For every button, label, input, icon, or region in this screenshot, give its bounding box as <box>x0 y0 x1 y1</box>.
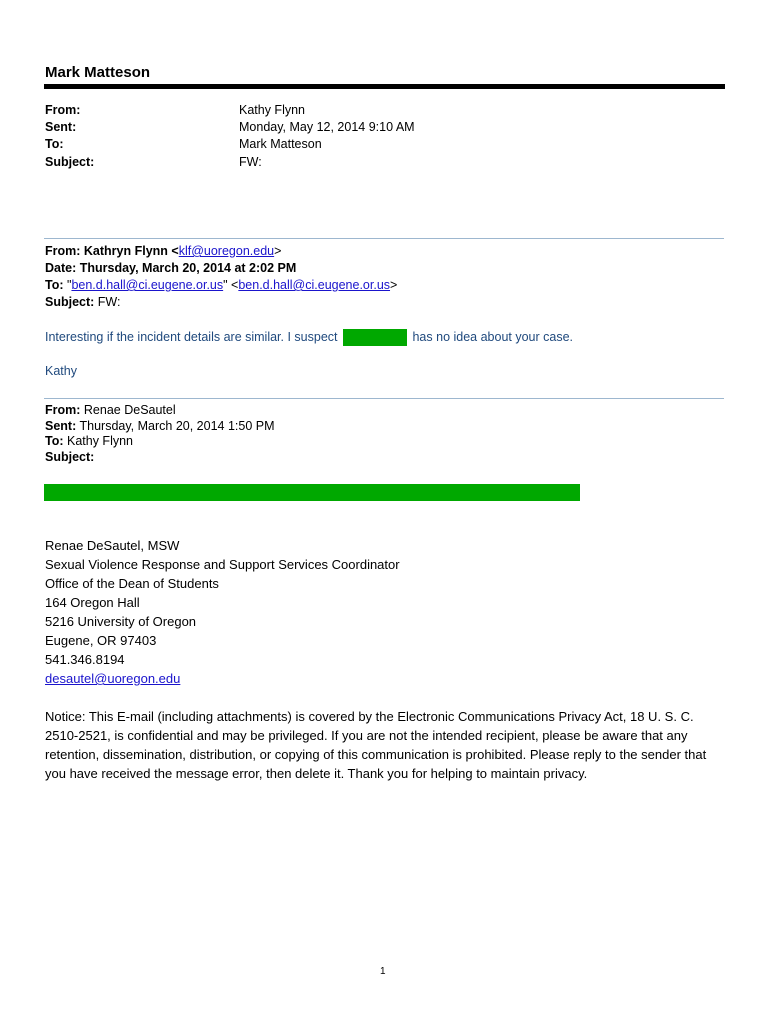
signature-line: Office of the Dean of Students <box>45 576 219 591</box>
divider <box>44 238 724 239</box>
signature-line: 5216 University of Oregon <box>45 614 197 629</box>
forward1-to-open: " <box>67 278 72 292</box>
mailbox-owner-name: Mark Matteson <box>45 64 151 81</box>
page-number: 1 <box>380 966 386 977</box>
forward1-to-email-link-1[interactable]: ben.d.hall@ci.eugene.or.us <box>71 278 224 292</box>
forward2-to-label: To: <box>45 434 64 448</box>
forward2-sent-value: Thursday, March 20, 2014 1:50 PM <box>79 418 275 433</box>
header-rule <box>44 84 725 89</box>
forward2-sent-line <box>45 419 275 435</box>
forward1-body <box>45 329 573 346</box>
forward2-from-label: From: <box>45 403 81 417</box>
forward2-to-value: Kathy Flynn <box>67 434 134 448</box>
signature-line: 164 Oregon Hall <box>45 595 140 610</box>
forward1-to-line <box>45 277 397 294</box>
signature-line: 541.346.8194 <box>45 652 125 667</box>
forward1-to-mid: " < <box>223 278 239 292</box>
to-value: Mark Matteson <box>239 137 322 151</box>
forward1-signoff: Kathy <box>45 364 77 378</box>
forward2-subject-line <box>45 450 275 466</box>
sent-label: Sent: <box>45 120 77 134</box>
forward2-subject-label: Subject: <box>45 449 95 464</box>
forward2-sent-label: Sent: <box>45 418 77 433</box>
forward1-to-email-link-2[interactable]: ben.d.hall@ci.eugene.or.us <box>238 278 391 292</box>
forward1-to-label: To: <box>45 278 64 292</box>
forward1-date-value: Thursday, March 20, 2014 at 2:02 PM <box>79 261 297 275</box>
forward2-from-value: Renae DeSautel <box>83 403 176 417</box>
forward2-from-line <box>45 403 275 419</box>
forward1-from-name: Kathryn Flynn < <box>83 244 179 258</box>
forward1-to-close: > <box>390 278 398 292</box>
signature-email-link[interactable]: desautel@uoregon.edu <box>45 671 181 686</box>
legal-notice: Notice: This E-mail (including attachments) is covered by the Electronic Communications Privacy Act, 18 U. S. C. 2510-2521, is confidential and may be privileged. If you are not the intended recipient, please be aware that any retention, dissemination, distribution, or copying of this communication is prohibited. Please reply to the sender that you have received the message error, then delete it. Thank you for helping to maintain privacy. <box>45 709 707 781</box>
subject-label: Subject: <box>45 155 95 169</box>
forward1-from-label: From: <box>45 244 81 258</box>
forward1-date-line <box>45 260 397 277</box>
signature-line: Sexual Violence Response and Support Services Coordinator <box>45 557 400 572</box>
sent-value: Monday, May 12, 2014 9:10 AM <box>239 120 415 134</box>
forward1-body-after: has no idea about your case. <box>412 329 574 344</box>
forward2-to-line <box>45 434 275 450</box>
forward1-from-line <box>45 243 397 260</box>
redaction-block <box>343 329 407 346</box>
signature-block <box>45 536 400 688</box>
from-value: Kathy Flynn <box>239 103 306 117</box>
forward1-subject-line <box>45 294 397 311</box>
signature-line: Renae DeSautel, MSW <box>45 538 180 553</box>
forward1-subject-label: Subject: <box>45 295 95 309</box>
from-label: From: <box>45 103 81 117</box>
forward2-header <box>45 403 275 465</box>
forward1-subject-value: FW: <box>97 295 121 309</box>
forward1-body-before: Interesting if the incident details are similar. I suspect <box>45 329 338 344</box>
redaction-block <box>44 484 580 501</box>
forward1-from-email-link[interactable]: klf@uoregon.edu <box>178 244 275 258</box>
forward1-header <box>45 243 397 311</box>
to-label: To: <box>45 137 64 151</box>
forward1-from-close: > <box>274 244 282 258</box>
subject-value: FW: <box>239 155 262 169</box>
divider <box>44 398 724 399</box>
email-header <box>0 102 768 172</box>
signature-line: Eugene, OR 97403 <box>45 633 157 648</box>
forward1-date-label: Date: <box>45 261 77 275</box>
